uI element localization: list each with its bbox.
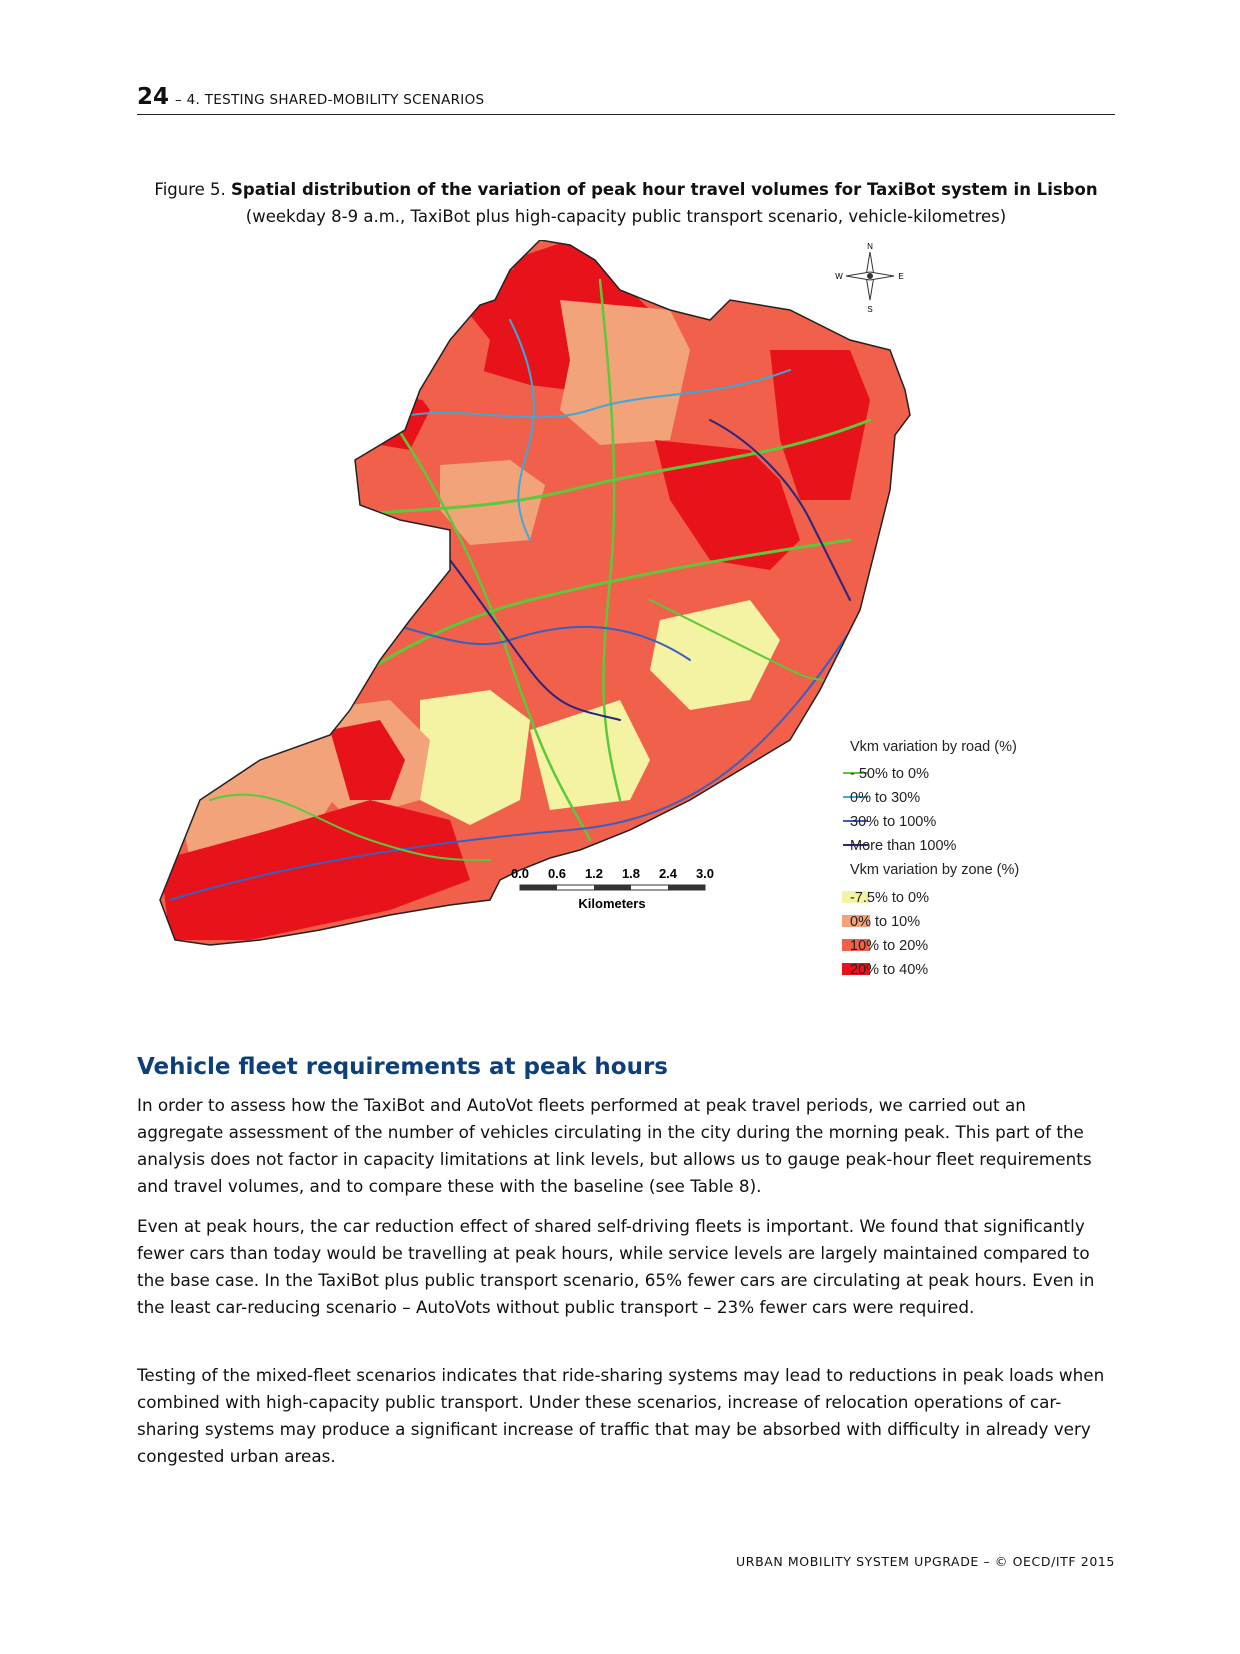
- legend-road-label: - 50% to 0%: [850, 766, 929, 782]
- compass-s-label: S: [867, 305, 873, 314]
- lisbon-map-figure: [150, 240, 1110, 1000]
- legend-road-label: 0% to 30%: [850, 790, 921, 806]
- scale-bar: [511, 866, 714, 911]
- compass-e-label: E: [898, 272, 904, 281]
- compass-n-label: N: [867, 242, 873, 251]
- legend-zone-title: Vkm variation by zone (%): [850, 862, 1020, 878]
- legend-zone-label: 10% to 20%: [850, 938, 929, 954]
- figure-subtitle: (weekday 8-9 a.m., TaxiBot plus high-capacity public transport scenario, vehicle-kilometres): [245, 207, 1007, 226]
- zone-north-low: [560, 300, 690, 445]
- body-paragraph: In order to assess how the TaxiBot and AutoVot fleets performed at peak travel periods, we carried out an aggregate assessment of the number of vehicles circulating in the city during the morning peak. This part of the analysis does not factor in capacity limitations at link levels, but allows us to gauge peak-hour fleet requirements and travel volumes, and to compare these with the baseline (see Table 8).: [137, 1095, 1092, 1196]
- legend-zone-label: 0% to 10%: [850, 914, 921, 930]
- compass-rose: [835, 242, 903, 314]
- page-header: [137, 82, 1115, 115]
- legend-road-label: More than 100%: [850, 838, 957, 854]
- scale-bar-segment: [594, 885, 631, 890]
- scale-bar-segment: [668, 885, 705, 890]
- legend-zone-label: -7.5% to 0%: [850, 890, 929, 906]
- figure-caption: [137, 176, 1115, 230]
- scale-tick-label: 1.8: [621, 866, 641, 881]
- scale-bar-segment: [520, 885, 557, 890]
- compass-center: [867, 273, 873, 279]
- zone-northwest-high: [330, 370, 430, 450]
- running-head: – 4. TESTING SHARED-MOBILITY SCENARIOS: [175, 92, 485, 108]
- scale-tick-label: 0.0: [510, 866, 530, 881]
- body-paragraph: Testing of the mixed-fleet scenarios indicates that ride-sharing systems may lead to reductions in peak loads when combined with high-capacity public transport. Under these scenarios, increase of relocation operations of car-sharing systems may produce a significant increase of traffic that may be absorbed with difficulty in already very congested urban areas.: [137, 1365, 1105, 1466]
- zone-north-mid: [350, 290, 490, 400]
- scale-tick-label: 1.2: [584, 866, 604, 881]
- scale-unit-label: Kilometers: [578, 896, 646, 911]
- legend-road-title: Vkm variation by road (%): [850, 739, 1017, 755]
- page-number: 24: [137, 84, 170, 110]
- page-footer: URBAN MOBILITY SYSTEM UPGRADE – © OECD/ITF 2015: [736, 1554, 1115, 1569]
- compass-w-label: W: [835, 272, 843, 281]
- scale-tick-label: 0.6: [547, 866, 567, 881]
- figure-title: Spatial distribution of the variation of peak hour travel volumes for TaxiBot system in Lisbon: [231, 180, 1098, 199]
- zone-west-high: [230, 460, 360, 570]
- scale-tick-label: 3.0: [695, 866, 715, 881]
- map-legend: [842, 739, 1019, 978]
- lisbon-map: [150, 240, 1110, 1000]
- scale-tick-label: 2.4: [658, 866, 678, 881]
- legend-road-label: 30% to 100%: [850, 814, 937, 830]
- body-paragraph: Even at peak hours, the car reduction effect of shared self-driving fleets is important. We found that significantly fewer cars than today would be travelling at peak hours, while service levels are largely maintained compared to the base case. In the TaxiBot plus public transport scenario, 65% fewer cars are circulating at peak hours. Even in the least car-reducing scenario – AutoVots without public transport – 23% fewer cars were required.: [137, 1216, 1095, 1317]
- legend-zone-label: 20% to 40%: [850, 962, 929, 978]
- section-heading: Vehicle fleet requirements at peak hours: [137, 1054, 668, 1080]
- figure-label: Figure 5.: [154, 180, 226, 199]
